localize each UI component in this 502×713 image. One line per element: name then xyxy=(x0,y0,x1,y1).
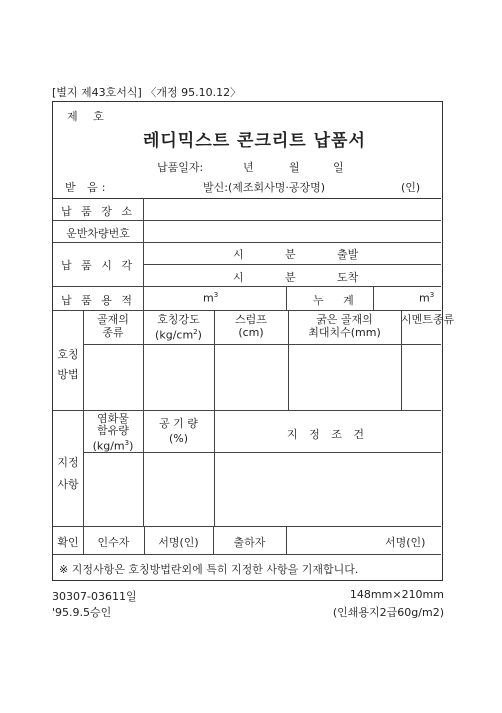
divider xyxy=(286,526,287,554)
naming-method-label: 호칭 방법 xyxy=(57,348,79,381)
cumulative-label: 누 계 xyxy=(313,294,362,307)
recipient-label: 받 음: xyxy=(65,181,110,194)
month-label: 월 xyxy=(289,161,300,174)
hour-label: 시 xyxy=(233,271,244,284)
aggregate-type-label: 골재의 종류 xyxy=(97,313,129,339)
delivery-place-label: 납 품 장 소 xyxy=(61,205,135,218)
divider xyxy=(373,286,374,310)
footer-approval: '95.9.5승인 xyxy=(52,606,112,619)
form-note: ※ 지정사항은 호칭방법란외에 특히 지정한 사항을 기재합니다. xyxy=(59,563,359,576)
confirm-label: 확인 xyxy=(57,536,79,549)
divider xyxy=(53,410,441,411)
divider xyxy=(83,344,441,345)
sender-label: 발신:(제조회사명·공장명) xyxy=(203,181,326,194)
minute-label: 분 xyxy=(285,271,296,284)
divider xyxy=(53,554,441,555)
divider xyxy=(53,198,441,199)
chloride-content-label: 염화물 함유량 $(kg/m^3)$ xyxy=(92,412,134,453)
divider xyxy=(143,198,144,310)
year-label: 년 xyxy=(243,161,254,174)
footer-size: 148mm×210mm xyxy=(349,588,444,601)
divider xyxy=(53,310,441,311)
page-title: 레디믹스트 콘크리트 납품서 xyxy=(143,131,366,151)
slump-label: 스럼프 (cm) xyxy=(235,313,267,339)
cubic-unit: $m^3$ xyxy=(419,291,435,305)
depart-label: 출발 xyxy=(337,248,359,261)
receiver-label: 인수자 xyxy=(97,536,130,549)
divider xyxy=(53,526,441,527)
designated-conditions-label: 지 정 조 건 xyxy=(287,428,368,441)
arrive-label: 도착 xyxy=(337,271,359,284)
minute-label: 분 xyxy=(285,248,296,261)
max-aggregate-size-label: 굵은 골재의 최대치수(mm) xyxy=(308,313,381,339)
cement-type-label: 시멘트종류 xyxy=(401,313,455,326)
footer-paper: (인쇄용지2급60g/m2) xyxy=(332,606,444,619)
designated-items-label: 지정 사항 xyxy=(57,456,79,491)
seal-label: (인) xyxy=(401,181,421,194)
cubic-unit: $m^3$ xyxy=(203,291,219,305)
divider xyxy=(53,220,441,221)
shipper-label: 출하자 xyxy=(233,536,266,549)
delivery-form xyxy=(52,101,455,581)
form-number-header: [별지 제43호서식] 〈개정 95.10.12〉 xyxy=(52,86,242,99)
receiver-signature-label: 서명(인) xyxy=(158,536,199,549)
day-label: 일 xyxy=(333,161,344,174)
divider xyxy=(53,286,441,287)
hour-label: 시 xyxy=(233,248,244,261)
divider xyxy=(53,242,441,243)
strength-label: 호칭강도 $(kg/cm^2)$ xyxy=(155,313,202,342)
air-content-label: 공 기 량 (%) xyxy=(159,417,198,445)
number-label: 제 호 xyxy=(67,110,110,123)
delivery-time-label: 납 품 시 각 xyxy=(61,259,135,272)
shipper-signature-label: 서명(인) xyxy=(385,536,426,549)
divider xyxy=(143,264,441,265)
footer-code: 30307-03611일 xyxy=(52,590,137,603)
volume-label: 납 품 용 적 xyxy=(61,294,135,307)
divider xyxy=(286,286,287,310)
delivery-date-label: 납품일자: xyxy=(157,161,204,174)
vehicle-number-label: 운반차량번호 xyxy=(66,227,130,240)
